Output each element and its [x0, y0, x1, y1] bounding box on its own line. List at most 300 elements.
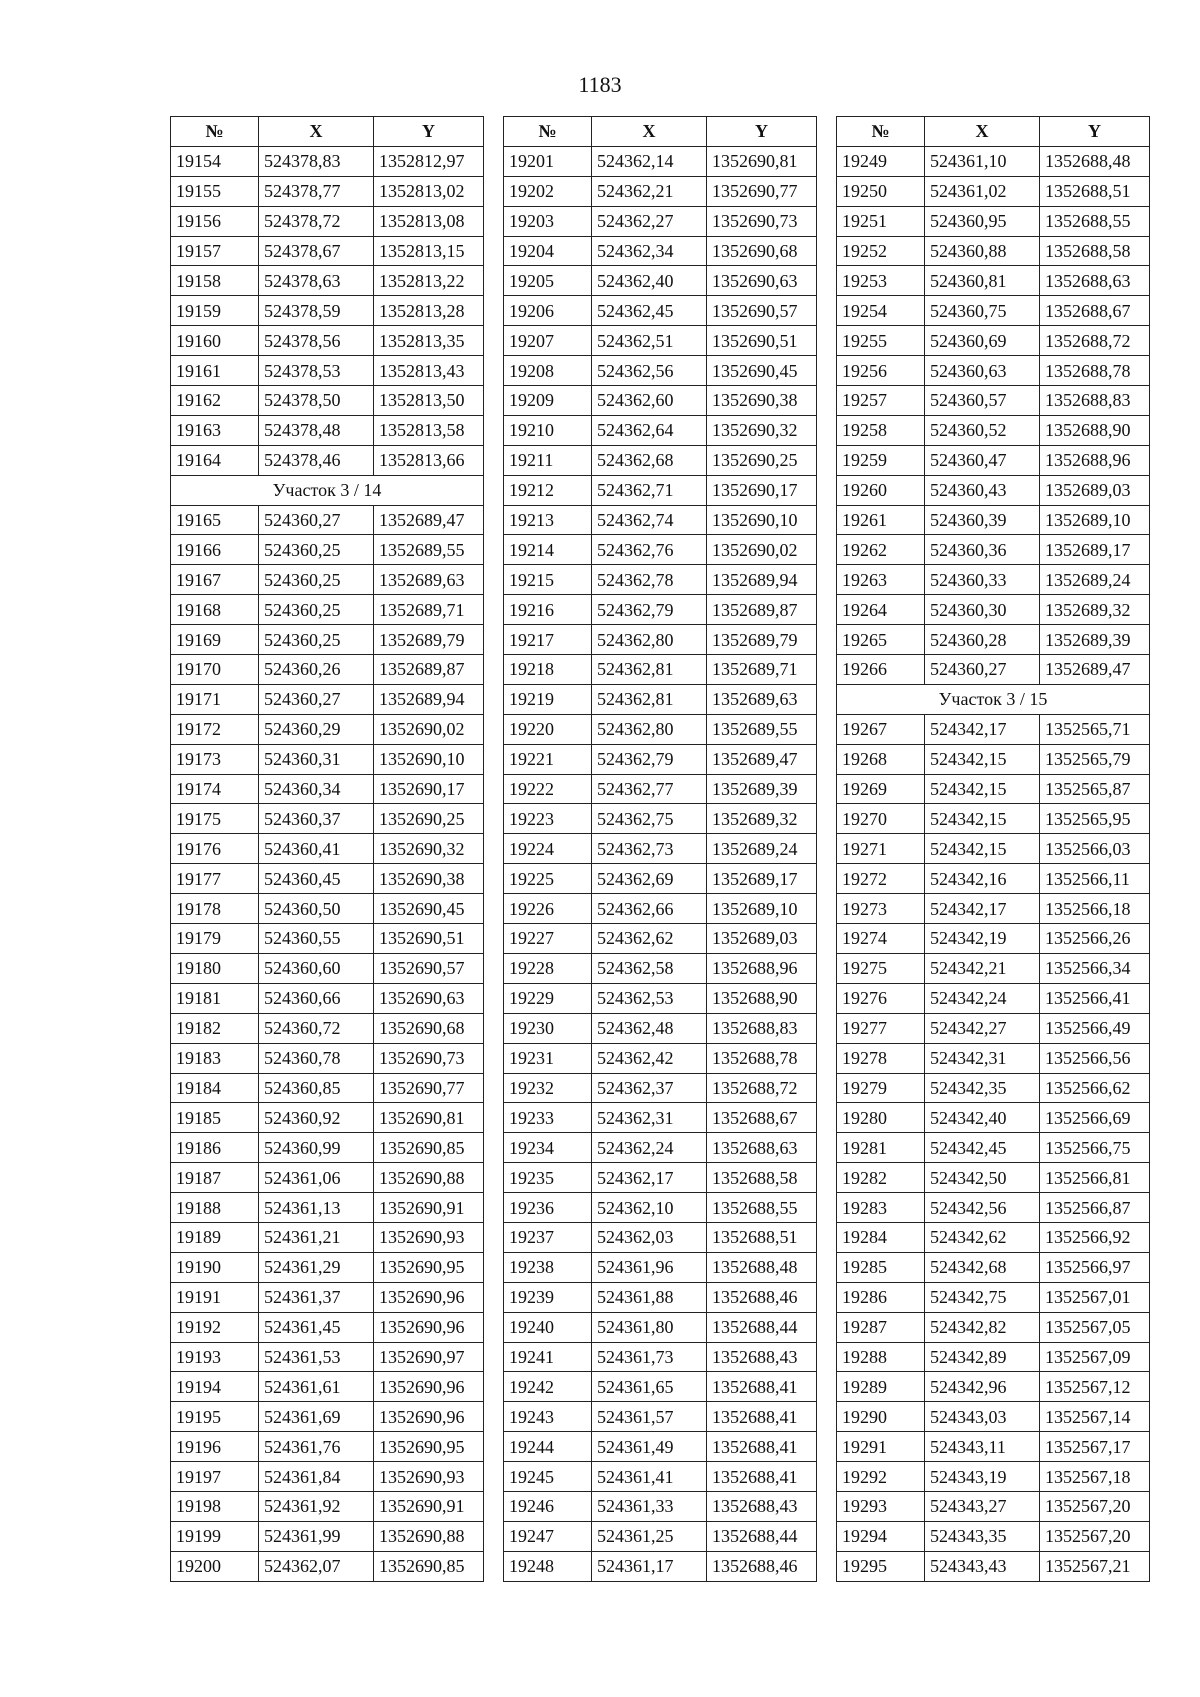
point-number: 19171: [171, 684, 259, 714]
x-coordinate: 524360,27: [259, 505, 374, 535]
point-number: 19284: [837, 1222, 925, 1252]
table-row: [504, 535, 817, 565]
point-number: 19205: [504, 266, 592, 296]
point-number: 19250: [837, 176, 925, 206]
table-row: [504, 206, 817, 236]
y-coordinate: 1352566,34: [1040, 953, 1150, 983]
point-number: 19176: [171, 834, 259, 864]
y-coordinate: 1352566,03: [1040, 834, 1150, 864]
point-number: 19274: [837, 924, 925, 954]
header-x: X: [592, 117, 707, 147]
y-coordinate: 1352689,03: [1040, 475, 1150, 505]
x-coordinate: 524361,29: [259, 1252, 374, 1282]
y-coordinate: 1352690,97: [374, 1342, 484, 1372]
table-row: [171, 1551, 484, 1581]
y-coordinate: 1352690,02: [707, 535, 817, 565]
y-coordinate: 1352689,17: [707, 864, 817, 894]
table-row: [837, 804, 1150, 834]
y-coordinate: 1352566,69: [1040, 1103, 1150, 1133]
y-coordinate: 1352688,83: [1040, 386, 1150, 416]
y-coordinate: 1352689,47: [1040, 655, 1150, 685]
point-number: 19216: [504, 595, 592, 625]
table-row: [171, 565, 484, 595]
x-coordinate: 524362,37: [592, 1073, 707, 1103]
table-row: [837, 834, 1150, 864]
x-coordinate: 524342,17: [925, 894, 1040, 924]
x-coordinate: 524360,52: [925, 415, 1040, 445]
x-coordinate: 524362,62: [592, 924, 707, 954]
point-number: 19224: [504, 834, 592, 864]
y-coordinate: 1352689,03: [707, 924, 817, 954]
table-row: [171, 834, 484, 864]
point-number: 19285: [837, 1252, 925, 1282]
y-coordinate: 1352567,18: [1040, 1462, 1150, 1492]
y-coordinate: 1352688,78: [1040, 356, 1150, 386]
table-row: [837, 1103, 1150, 1133]
point-number: 19292: [837, 1462, 925, 1492]
x-coordinate: 524362,48: [592, 1013, 707, 1043]
point-number: 19195: [171, 1402, 259, 1432]
table-row: [504, 475, 817, 505]
y-coordinate: 1352690,10: [374, 744, 484, 774]
table-row: [837, 176, 1150, 206]
y-coordinate: 1352689,24: [1040, 565, 1150, 595]
x-coordinate: 524378,77: [259, 176, 374, 206]
y-coordinate: 1352689,39: [707, 774, 817, 804]
table-row: [504, 1432, 817, 1462]
point-number: 19213: [504, 505, 592, 535]
point-number: 19188: [171, 1193, 259, 1223]
y-coordinate: 1352566,62: [1040, 1073, 1150, 1103]
x-coordinate: 524361,84: [259, 1462, 374, 1492]
y-coordinate: 1352567,12: [1040, 1372, 1150, 1402]
x-coordinate: 524378,53: [259, 356, 374, 386]
x-coordinate: 524361,88: [592, 1282, 707, 1312]
y-coordinate: 1352690,77: [374, 1073, 484, 1103]
point-number: 19199: [171, 1521, 259, 1551]
point-number: 19281: [837, 1133, 925, 1163]
point-number: 19226: [504, 894, 592, 924]
x-coordinate: 524362,53: [592, 983, 707, 1013]
x-coordinate: 524342,15: [925, 774, 1040, 804]
point-number: 19235: [504, 1163, 592, 1193]
table-row: [504, 714, 817, 744]
x-coordinate: 524362,51: [592, 326, 707, 356]
x-coordinate: 524342,24: [925, 983, 1040, 1013]
x-coordinate: 524360,27: [259, 684, 374, 714]
table-row: [171, 1521, 484, 1551]
y-coordinate: 1352567,09: [1040, 1342, 1150, 1372]
point-number: 19276: [837, 983, 925, 1013]
table-row: [837, 924, 1150, 954]
x-coordinate: 524360,25: [259, 535, 374, 565]
point-number: 19244: [504, 1432, 592, 1462]
table-row: [837, 356, 1150, 386]
y-coordinate: 1352688,51: [1040, 176, 1150, 206]
point-number: 19165: [171, 505, 259, 535]
x-coordinate: 524342,50: [925, 1163, 1040, 1193]
table-row: [837, 146, 1150, 176]
y-coordinate: 1352690,91: [374, 1491, 484, 1521]
table-row: [837, 774, 1150, 804]
y-coordinate: 1352812,97: [374, 146, 484, 176]
x-coordinate: 524378,83: [259, 146, 374, 176]
x-coordinate: 524378,67: [259, 236, 374, 266]
y-coordinate: 1352688,44: [707, 1521, 817, 1551]
coordinate-table-2: [503, 116, 817, 1582]
x-coordinate: 524360,92: [259, 1103, 374, 1133]
x-coordinate: 524362,17: [592, 1163, 707, 1193]
x-coordinate: 524360,25: [259, 565, 374, 595]
table-row: [837, 505, 1150, 535]
y-coordinate: 1352690,95: [374, 1252, 484, 1282]
section-row: [837, 684, 1150, 714]
point-number: 19173: [171, 744, 259, 774]
x-coordinate: 524362,07: [259, 1551, 374, 1581]
point-number: 19252: [837, 236, 925, 266]
x-coordinate: 524360,66: [259, 983, 374, 1013]
table-row: [171, 1312, 484, 1342]
table-row: [837, 744, 1150, 774]
point-number: 19206: [504, 296, 592, 326]
table-row: [837, 445, 1150, 475]
table-row: [837, 326, 1150, 356]
x-coordinate: 524361,57: [592, 1402, 707, 1432]
point-number: 19253: [837, 266, 925, 296]
y-coordinate: 1352690,81: [374, 1103, 484, 1133]
table-row: [837, 266, 1150, 296]
point-number: 19189: [171, 1222, 259, 1252]
y-coordinate: 1352567,20: [1040, 1521, 1150, 1551]
x-coordinate: 524360,99: [259, 1133, 374, 1163]
point-number: 19162: [171, 386, 259, 416]
x-coordinate: 524362,77: [592, 774, 707, 804]
y-coordinate: 1352689,10: [707, 894, 817, 924]
y-coordinate: 1352688,41: [707, 1372, 817, 1402]
table-row: [504, 595, 817, 625]
table-row: [837, 1163, 1150, 1193]
table-row: [504, 1282, 817, 1312]
table-row: [837, 206, 1150, 236]
x-coordinate: 524362,81: [592, 684, 707, 714]
y-coordinate: 1352565,95: [1040, 804, 1150, 834]
point-number: 19286: [837, 1282, 925, 1312]
table-row: [171, 774, 484, 804]
x-coordinate: 524360,57: [925, 386, 1040, 416]
table-row: [171, 595, 484, 625]
point-number: 19192: [171, 1312, 259, 1342]
table-row: [171, 1073, 484, 1103]
section-title: Участок 3 / 15: [837, 684, 1150, 714]
point-number: 19200: [171, 1551, 259, 1581]
x-coordinate: 524361,06: [259, 1163, 374, 1193]
point-number: 19258: [837, 415, 925, 445]
point-number: 19240: [504, 1312, 592, 1342]
x-coordinate: 524360,85: [259, 1073, 374, 1103]
point-number: 19155: [171, 176, 259, 206]
x-coordinate: 524362,76: [592, 535, 707, 565]
table-row: [837, 1133, 1150, 1163]
point-number: 19221: [504, 744, 592, 774]
y-coordinate: 1352690,51: [707, 326, 817, 356]
table-row: [837, 296, 1150, 326]
y-coordinate: 1352567,14: [1040, 1402, 1150, 1432]
point-number: 19268: [837, 744, 925, 774]
x-coordinate: 524378,56: [259, 326, 374, 356]
y-coordinate: 1352813,15: [374, 236, 484, 266]
table-row: [837, 1432, 1150, 1462]
y-coordinate: 1352567,05: [1040, 1312, 1150, 1342]
table-row: [171, 206, 484, 236]
table-row: [504, 983, 817, 1013]
point-number: 19174: [171, 774, 259, 804]
point-number: 19256: [837, 356, 925, 386]
point-number: 19187: [171, 1163, 259, 1193]
coordinate-table-3: [836, 116, 1150, 1582]
y-coordinate: 1352567,20: [1040, 1491, 1150, 1521]
y-coordinate: 1352688,41: [707, 1402, 817, 1432]
point-number: 19211: [504, 445, 592, 475]
point-number: 19295: [837, 1551, 925, 1581]
x-coordinate: 524342,27: [925, 1013, 1040, 1043]
point-number: 19279: [837, 1073, 925, 1103]
y-coordinate: 1352688,55: [1040, 206, 1150, 236]
table-row: [504, 1013, 817, 1043]
y-coordinate: 1352690,32: [374, 834, 484, 864]
x-coordinate: 524360,75: [925, 296, 1040, 326]
x-coordinate: 524360,36: [925, 535, 1040, 565]
y-coordinate: 1352688,41: [707, 1462, 817, 1492]
point-number: 19236: [504, 1193, 592, 1223]
table-row: [837, 565, 1150, 595]
y-coordinate: 1352689,71: [707, 655, 817, 685]
y-coordinate: 1352567,17: [1040, 1432, 1150, 1462]
point-number: 19166: [171, 535, 259, 565]
y-coordinate: 1352690,25: [374, 804, 484, 834]
y-coordinate: 1352813,08: [374, 206, 484, 236]
x-coordinate: 524342,15: [925, 804, 1040, 834]
y-coordinate: 1352688,44: [707, 1312, 817, 1342]
point-number: 19239: [504, 1282, 592, 1312]
table-row: [504, 1133, 817, 1163]
table-row: [837, 415, 1150, 445]
y-coordinate: 1352813,43: [374, 356, 484, 386]
x-coordinate: 524361,92: [259, 1491, 374, 1521]
x-coordinate: 524342,15: [925, 834, 1040, 864]
x-coordinate: 524362,64: [592, 415, 707, 445]
y-coordinate: 1352688,96: [1040, 445, 1150, 475]
point-number: 19257: [837, 386, 925, 416]
table-row: [504, 834, 817, 864]
table-row: [171, 625, 484, 655]
table-row: [171, 1043, 484, 1073]
x-coordinate: 524362,68: [592, 445, 707, 475]
table-row: [504, 804, 817, 834]
y-coordinate: 1352688,90: [707, 983, 817, 1013]
table-row: [171, 266, 484, 296]
coordinate-table-1: [170, 116, 484, 1582]
point-number: 19203: [504, 206, 592, 236]
table-row: [837, 386, 1150, 416]
y-coordinate: 1352690,45: [374, 894, 484, 924]
point-number: 19277: [837, 1013, 925, 1043]
point-number: 19264: [837, 595, 925, 625]
point-number: 19202: [504, 176, 592, 206]
y-coordinate: 1352566,81: [1040, 1163, 1150, 1193]
table-row: [837, 894, 1150, 924]
point-number: 19185: [171, 1103, 259, 1133]
y-coordinate: 1352813,58: [374, 415, 484, 445]
table-row: [504, 625, 817, 655]
point-number: 19204: [504, 236, 592, 266]
table-row: [504, 565, 817, 595]
y-coordinate: 1352688,72: [707, 1073, 817, 1103]
table-row: [171, 953, 484, 983]
table-row: [504, 266, 817, 296]
x-coordinate: 524362,66: [592, 894, 707, 924]
table-row: [504, 505, 817, 535]
point-number: 19191: [171, 1282, 259, 1312]
table-row: [837, 1193, 1150, 1223]
x-coordinate: 524342,16: [925, 864, 1040, 894]
y-coordinate: 1352689,79: [374, 625, 484, 655]
point-number: 19154: [171, 146, 259, 176]
x-coordinate: 524362,24: [592, 1133, 707, 1163]
table-row: [171, 1163, 484, 1193]
x-coordinate: 524360,60: [259, 953, 374, 983]
point-number: 19282: [837, 1163, 925, 1193]
x-coordinate: 524362,58: [592, 953, 707, 983]
y-coordinate: 1352690,02: [374, 714, 484, 744]
x-coordinate: 524362,03: [592, 1222, 707, 1252]
point-number: 19194: [171, 1372, 259, 1402]
y-coordinate: 1352690,96: [374, 1282, 484, 1312]
table-row: [504, 445, 817, 475]
x-coordinate: 524360,27: [925, 655, 1040, 685]
table-row: [837, 236, 1150, 266]
point-number: 19209: [504, 386, 592, 416]
y-coordinate: 1352690,68: [707, 236, 817, 266]
y-coordinate: 1352689,24: [707, 834, 817, 864]
y-coordinate: 1352688,48: [1040, 146, 1150, 176]
x-coordinate: 524361,69: [259, 1402, 374, 1432]
y-coordinate: 1352565,87: [1040, 774, 1150, 804]
y-coordinate: 1352690,93: [374, 1222, 484, 1252]
y-coordinate: 1352565,71: [1040, 714, 1150, 744]
x-coordinate: 524361,49: [592, 1432, 707, 1462]
table-row: [504, 1073, 817, 1103]
table-row: [171, 236, 484, 266]
point-number: 19168: [171, 595, 259, 625]
y-coordinate: 1352688,72: [1040, 326, 1150, 356]
y-coordinate: 1352690,57: [374, 953, 484, 983]
y-coordinate: 1352690,85: [374, 1551, 484, 1581]
table-row: [837, 1013, 1150, 1043]
x-coordinate: 524342,56: [925, 1193, 1040, 1223]
table-row: [171, 1491, 484, 1521]
y-coordinate: 1352813,50: [374, 386, 484, 416]
x-coordinate: 524361,41: [592, 1462, 707, 1492]
x-coordinate: 524360,88: [925, 236, 1040, 266]
section-title: Участок 3 / 14: [171, 475, 484, 505]
point-number: 19254: [837, 296, 925, 326]
y-coordinate: 1352688,41: [707, 1432, 817, 1462]
table-row: [171, 146, 484, 176]
table-row: [837, 1521, 1150, 1551]
table-row: [504, 744, 817, 774]
point-number: 19220: [504, 714, 592, 744]
x-coordinate: 524342,89: [925, 1342, 1040, 1372]
y-coordinate: 1352690,91: [374, 1193, 484, 1223]
y-coordinate: 1352813,35: [374, 326, 484, 356]
x-coordinate: 524360,25: [259, 595, 374, 625]
header-number: №: [171, 117, 259, 147]
y-coordinate: 1352566,92: [1040, 1222, 1150, 1252]
y-coordinate: 1352689,87: [707, 595, 817, 625]
x-coordinate: 524343,03: [925, 1402, 1040, 1432]
x-coordinate: 524360,63: [925, 356, 1040, 386]
point-number: 19219: [504, 684, 592, 714]
x-coordinate: 524360,25: [259, 625, 374, 655]
x-coordinate: 524362,31: [592, 1103, 707, 1133]
table-row: [504, 774, 817, 804]
table-row: [171, 505, 484, 535]
y-coordinate: 1352690,38: [707, 386, 817, 416]
point-number: 19223: [504, 804, 592, 834]
table-row: [171, 1432, 484, 1462]
y-coordinate: 1352690,17: [707, 475, 817, 505]
point-number: 19183: [171, 1043, 259, 1073]
x-coordinate: 524342,21: [925, 953, 1040, 983]
y-coordinate: 1352689,79: [707, 625, 817, 655]
table-row: [504, 1551, 817, 1581]
point-number: 19233: [504, 1103, 592, 1133]
table-row: [504, 1163, 817, 1193]
y-coordinate: 1352690,85: [374, 1133, 484, 1163]
x-coordinate: 524360,45: [259, 864, 374, 894]
x-coordinate: 524362,45: [592, 296, 707, 326]
y-coordinate: 1352688,55: [707, 1193, 817, 1223]
y-coordinate: 1352688,43: [707, 1342, 817, 1372]
point-number: 19260: [837, 475, 925, 505]
table-row: [171, 1222, 484, 1252]
point-number: 19288: [837, 1342, 925, 1372]
table-row: [171, 356, 484, 386]
table-row: [837, 864, 1150, 894]
table-row: [171, 386, 484, 416]
x-coordinate: 524342,68: [925, 1252, 1040, 1282]
x-coordinate: 524361,21: [259, 1222, 374, 1252]
table-row: [171, 1013, 484, 1043]
table-row: [171, 1282, 484, 1312]
table-row: [837, 1222, 1150, 1252]
x-coordinate: 524362,34: [592, 236, 707, 266]
y-coordinate: 1352688,48: [707, 1252, 817, 1282]
y-coordinate: 1352690,17: [374, 774, 484, 804]
point-number: 19243: [504, 1402, 592, 1432]
table-row: [504, 1462, 817, 1492]
x-coordinate: 524378,48: [259, 415, 374, 445]
table-row: [171, 535, 484, 565]
x-coordinate: 524342,82: [925, 1312, 1040, 1342]
x-coordinate: 524360,55: [259, 924, 374, 954]
y-coordinate: 1352688,46: [707, 1551, 817, 1581]
table-row: [171, 924, 484, 954]
y-coordinate: 1352690,68: [374, 1013, 484, 1043]
y-coordinate: 1352566,49: [1040, 1013, 1150, 1043]
point-number: 19164: [171, 445, 259, 475]
point-number: 19259: [837, 445, 925, 475]
